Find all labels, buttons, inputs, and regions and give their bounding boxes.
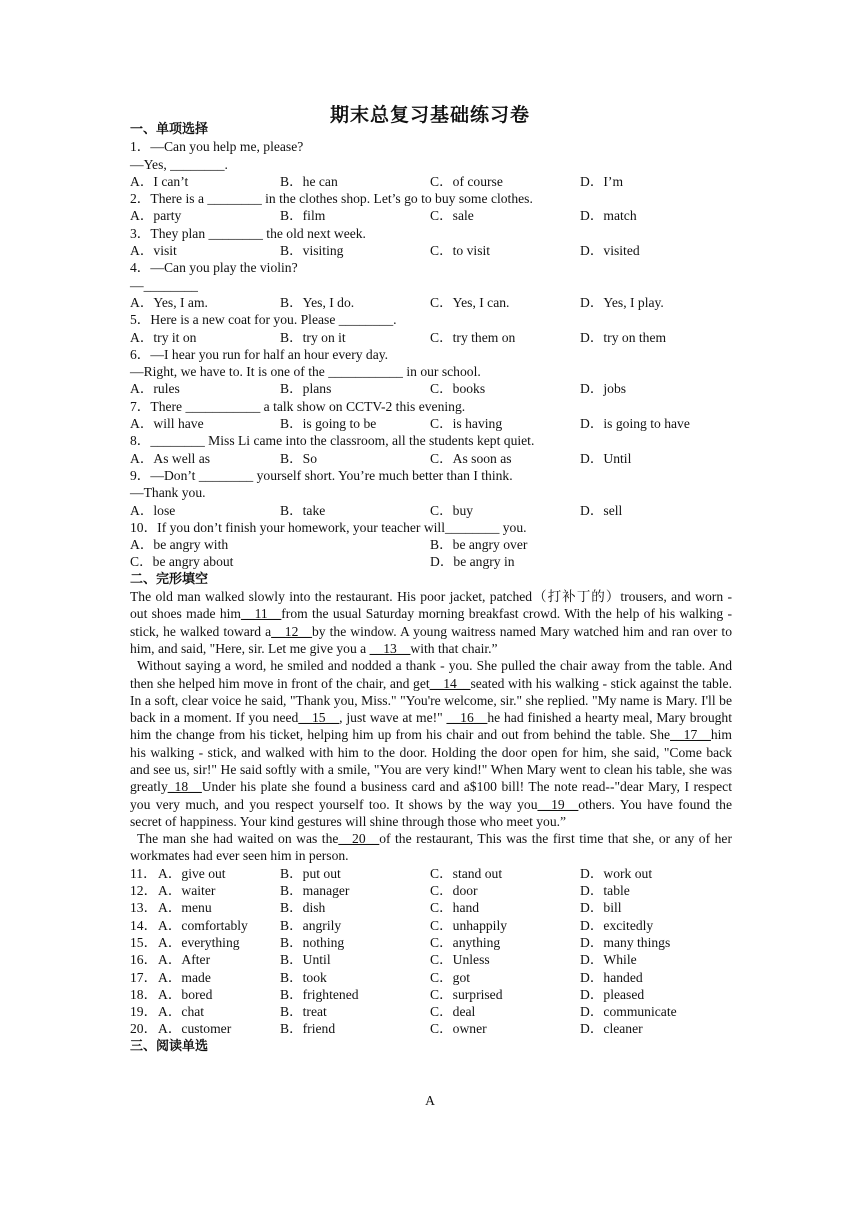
option-d[interactable]: D．jobs <box>580 381 627 397</box>
blank-20: __20__ <box>338 831 380 847</box>
option-b[interactable]: B．angrily <box>280 917 342 933</box>
passage-text: him his walking - stick, and walked with him to the door. Holding the door open for him, she said, "Come back and see us, sir!" He said softly with a smile, "You are very kind!" When Mary went to clean his table, she was greatly <box>130 727 732 795</box>
question-7 <box>130 398 732 433</box>
question-9 <box>130 467 732 519</box>
option-c[interactable]: C．buy <box>430 502 474 518</box>
option-a[interactable]: A．everything <box>158 934 240 950</box>
option-c[interactable]: C．Yes, I can. <box>430 294 510 310</box>
option-d[interactable]: D．Yes, I play. <box>580 294 664 310</box>
option-c[interactable]: C．books <box>430 381 486 397</box>
option-a[interactable]: A．Yes, I am. <box>130 294 208 310</box>
passage-text: The old man walked slowly into the restaurant. His poor jacket, patched（打补丁的）trousers, and worn - out shoes made him <box>130 589 732 622</box>
option-b[interactable]: B．take <box>280 502 326 518</box>
question-10-options-row1 <box>130 536 732 553</box>
option-d[interactable]: D．match <box>580 208 637 224</box>
section-heading-multiple-choice: 一、单项选择 <box>130 122 209 137</box>
question-number: 12． <box>130 883 158 899</box>
option-a[interactable]: A．give out <box>158 865 226 881</box>
question-number: 18． <box>130 986 158 1002</box>
option-a[interactable]: A．try it on <box>130 329 197 345</box>
option-d[interactable]: D．Until <box>580 450 632 466</box>
blank-19: __19__ <box>537 796 579 812</box>
option-c[interactable]: C．anything <box>430 934 501 950</box>
options-row <box>130 415 732 432</box>
cloze-question-16 <box>130 951 732 968</box>
options-row <box>130 329 732 346</box>
option-b[interactable]: B．took <box>280 969 327 985</box>
option-b[interactable]: B．manager <box>280 883 350 899</box>
option-a[interactable]: A．made <box>158 969 211 985</box>
option-d[interactable]: D．try on them <box>580 329 667 345</box>
question-stem: 8．________ Miss Li came into the classroom, all the students kept quiet. <box>130 433 535 449</box>
worksheet-content <box>130 121 732 1055</box>
cloze-options-list <box>130 865 732 1038</box>
option-c[interactable]: C．sale <box>430 208 474 224</box>
option-c[interactable]: C．Unless <box>430 952 490 968</box>
option-b[interactable]: B．be angry over <box>430 537 528 553</box>
cloze-paragraph-2 <box>130 657 732 830</box>
option-d[interactable]: D．pleased <box>580 986 645 1002</box>
question-stem: 3．They plan ________ the old next week. <box>130 225 366 241</box>
question-number: 17． <box>130 969 158 985</box>
option-c[interactable]: C．deal <box>430 1004 476 1020</box>
option-d[interactable]: D．is going to have <box>580 416 690 432</box>
option-c[interactable]: C．door <box>430 883 478 899</box>
cloze-paragraph-3 <box>130 830 732 865</box>
option-c[interactable]: C．As soon as <box>430 450 512 466</box>
blank-16: __16__ <box>446 710 488 726</box>
passage-text: Without saying a word, he smiled and nodded a thank - you. She pulled the chair away from the table. And then she helped him move in front of the chair, and get <box>130 658 732 691</box>
cloze-question-15 <box>130 934 732 951</box>
options-row <box>130 294 732 311</box>
option-b[interactable]: B．Until <box>280 952 331 968</box>
question-number: 15． <box>130 934 158 950</box>
question-line: —Yes, ________. <box>130 156 228 172</box>
option-b[interactable]: B．treat <box>280 1004 327 1020</box>
passage-text: seated with his walking - stick against the table. In a soft, clear voice he said, "Thank you, Miss." "You're welcome, sir." she replied. "My name is Mary. I'll be back in a moment. If you need <box>130 675 732 726</box>
question-stem: 5．Here is a new coat for you. Please ________. <box>130 312 397 328</box>
option-b[interactable]: B．nothing <box>280 934 345 950</box>
section-heading-cloze: 二、完形填空 <box>130 571 209 587</box>
blank-11: __11__ <box>240 606 282 622</box>
options-row <box>130 380 732 397</box>
option-a[interactable]: A．After <box>158 952 211 968</box>
page-title: 期末总复习基础练习卷 <box>329 104 530 126</box>
cloze-question-18 <box>130 986 732 1003</box>
question-line: —Right, we have to. It is one of the ___________ in our school. <box>130 364 481 380</box>
option-a[interactable]: A．visit <box>130 243 177 259</box>
option-b[interactable]: B．he can <box>280 173 338 189</box>
cloze-question-19 <box>130 1003 732 1020</box>
option-a[interactable]: A．be angry with <box>130 537 229 553</box>
blank-13: __13__ <box>369 640 411 656</box>
options-row <box>130 207 732 224</box>
question-number: 20． <box>130 1021 158 1037</box>
question-stem: 1．—Can you help me, please? <box>130 139 304 155</box>
options-row <box>130 502 732 519</box>
multiple-choice-questions <box>130 138 732 519</box>
option-a[interactable]: A．lose <box>130 502 176 518</box>
option-d[interactable]: D．visited <box>580 243 640 259</box>
question-8 <box>130 432 732 467</box>
option-a[interactable]: A．As well as <box>130 450 211 466</box>
option-d[interactable]: D．excitedly <box>580 917 654 933</box>
question-line: —________ <box>130 277 198 293</box>
option-b[interactable]: B．frightened <box>280 986 359 1002</box>
option-b[interactable]: B．film <box>280 208 326 224</box>
options-row <box>130 173 732 190</box>
question-number: 14． <box>130 917 158 933</box>
question-5 <box>130 311 732 346</box>
question-stem: 4．—Can you play the violin? <box>130 260 298 276</box>
option-b[interactable]: B．So <box>280 450 318 466</box>
question-number: 16． <box>130 952 158 968</box>
question-10-options-row2 <box>130 553 732 570</box>
option-a[interactable]: A．I can’t <box>130 173 189 189</box>
option-a[interactable]: A．chat <box>158 1004 205 1020</box>
option-a[interactable]: A．bored <box>158 986 213 1002</box>
option-c[interactable]: C．got <box>430 969 471 985</box>
option-d[interactable]: D．table <box>580 883 630 899</box>
question-number: 19． <box>130 1004 158 1020</box>
option-d[interactable]: D．be angry in <box>430 554 515 570</box>
option-c[interactable]: C．is having <box>430 416 503 432</box>
option-b[interactable]: B．Yes, I do. <box>280 294 355 310</box>
blank-12: __12__ <box>271 623 312 639</box>
cloze-question-17 <box>130 969 732 986</box>
section-heading-reading: 三、阅读单选 <box>130 1038 209 1054</box>
passage-text: Under his plate she found a business card and a$100 bill! The note read--"dear Mary, I respect you very much, and you respect yourself too. It shows by the way you <box>130 779 732 812</box>
option-b[interactable]: B．put out <box>280 865 341 881</box>
option-c[interactable]: C．unhappily <box>430 917 508 933</box>
option-c[interactable]: C．to visit <box>430 243 491 259</box>
option-c[interactable]: C．owner <box>430 1021 487 1037</box>
passage-text: , just wave at me!" <box>339 710 447 726</box>
option-a[interactable]: A．comfortably <box>158 917 248 933</box>
cloze-question-11 <box>130 865 732 882</box>
passage-text: The man she had waited on was the <box>137 831 339 847</box>
cloze-paragraph-1 <box>130 588 732 657</box>
passage-text: of the restaurant, This was the first time that she, or any of her workmates had ever seen him in person. <box>130 831 732 864</box>
option-d[interactable]: D．work out <box>580 865 653 881</box>
option-d[interactable]: D．communicate <box>580 1004 677 1020</box>
option-c[interactable]: C．of course <box>430 173 503 189</box>
question-stem: 2．There is a ________ in the clothes shop. Let’s go to buy some clothes. <box>130 191 533 207</box>
option-b[interactable]: B．try on it <box>280 329 346 345</box>
option-b[interactable]: B．plans <box>280 381 332 397</box>
option-b[interactable]: B．is going to be <box>280 416 377 432</box>
cloze-question-13 <box>130 899 732 916</box>
options-row <box>130 242 732 259</box>
option-b[interactable]: B．friend <box>280 1021 336 1037</box>
option-b[interactable]: B．visiting <box>280 243 344 259</box>
cloze-question-20 <box>130 1020 732 1037</box>
option-c[interactable]: C．stand out <box>430 865 503 881</box>
question-number: 11． <box>130 865 157 881</box>
option-a[interactable]: A．will have <box>130 416 204 432</box>
question-3 <box>130 225 732 260</box>
question-number: 13． <box>130 900 158 916</box>
option-d[interactable]: D．I’m <box>580 173 624 189</box>
option-a[interactable]: A．waiter <box>158 883 216 899</box>
cloze-question-12 <box>130 882 732 899</box>
option-a[interactable]: A．customer <box>158 1021 232 1037</box>
option-a[interactable]: A．party <box>130 208 182 224</box>
option-a[interactable]: A．menu <box>158 900 212 916</box>
question-stem: 9．—Don’t ________ yourself short. You’re much better than I think. <box>130 467 513 483</box>
cloze-question-14 <box>130 917 732 934</box>
blank-15: __15__ <box>298 710 340 726</box>
blank-14: __14__ <box>429 675 471 691</box>
option-c[interactable]: C．surprised <box>430 986 503 1002</box>
option-d[interactable]: D．handed <box>580 969 643 985</box>
passage-text: he had finished a hearty meal, Mary brought him the change from his ticket, helping him up from his chair and out from behind the table. She <box>130 710 732 743</box>
passage-text: by the window. A young waitress named Mary watched him and ran over to him, and said, "Here, sir. Let me give you a <box>130 623 732 656</box>
passage-text: from the usual Saturday morning breakfast crowd. With the help of his walking - stick, he walked toward a <box>130 606 733 639</box>
question-4 <box>130 259 732 311</box>
option-d[interactable]: D．While <box>580 952 637 968</box>
passage-text: with that chair.” <box>410 640 498 656</box>
option-c[interactable]: C．hand <box>430 900 480 916</box>
passage-label: A <box>425 1093 435 1108</box>
question-1 <box>130 138 732 190</box>
blank-18: _18__ <box>167 779 202 795</box>
question-line: —Thank you. <box>130 485 206 501</box>
question-stem: 7．There ___________ a talk show on CCTV-2 this evening. <box>130 398 466 414</box>
option-d[interactable]: D．sell <box>580 502 623 518</box>
question-stem: 6．—I hear you run for half an hour every day. <box>130 346 389 362</box>
option-b[interactable]: B．dish <box>280 900 326 916</box>
option-c[interactable]: C．be angry about <box>130 554 234 570</box>
blank-17: __17__ <box>670 727 711 743</box>
passage-text: others. You have found the secret of happiness. Your kind gestures will shine through those who meet you.” <box>130 796 732 829</box>
option-d[interactable]: D．cleaner <box>580 1021 643 1037</box>
option-d[interactable]: D．bill <box>580 900 622 916</box>
question-10-stem: 10．If you don’t finish your homework, your teacher will________ you. <box>130 519 527 535</box>
question-6 <box>130 346 732 398</box>
options-row <box>130 450 732 467</box>
option-c[interactable]: C．try them on <box>430 329 516 345</box>
question-2 <box>130 190 732 225</box>
option-a[interactable]: A．rules <box>130 381 180 397</box>
option-d[interactable]: D．many things <box>580 934 671 950</box>
